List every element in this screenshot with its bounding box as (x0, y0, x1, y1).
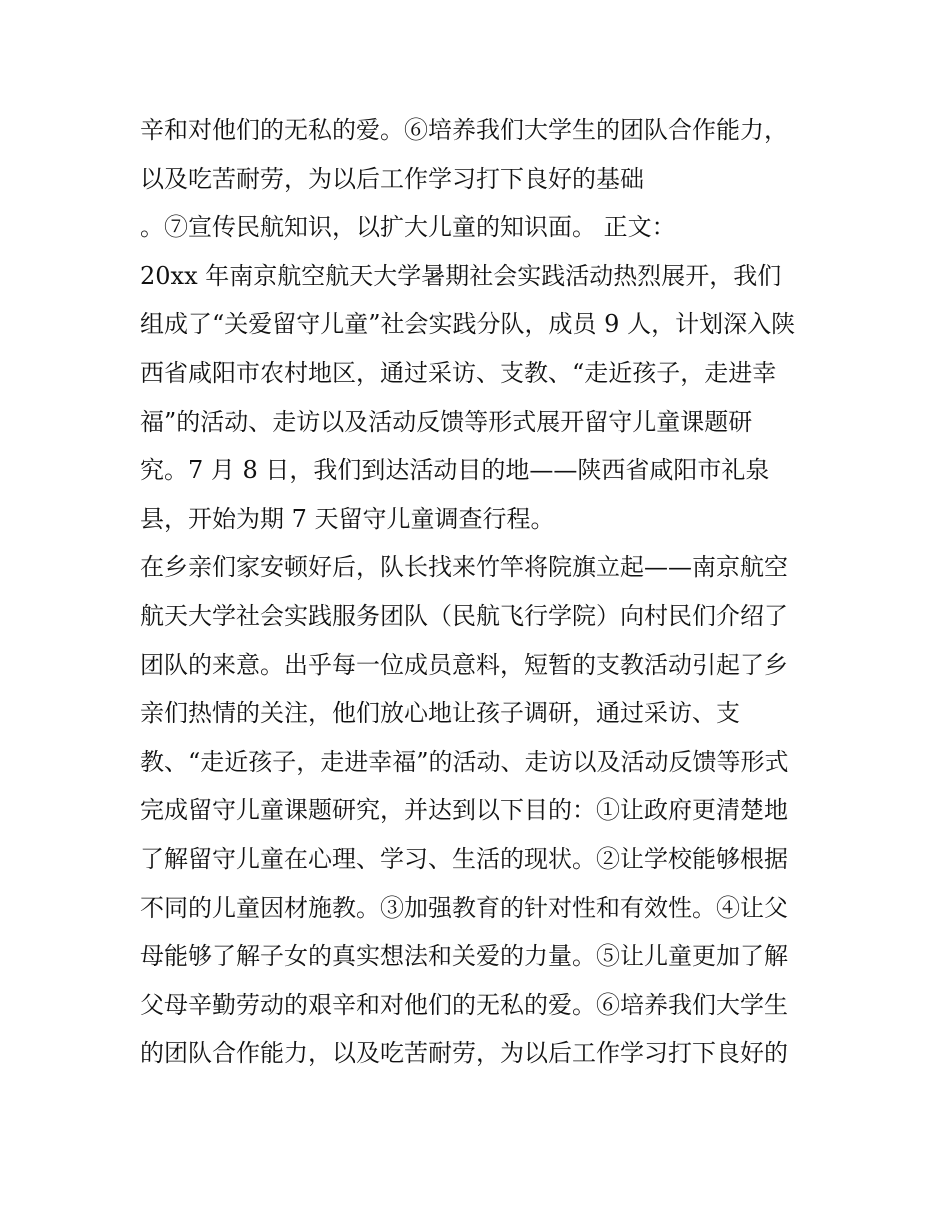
text-line-9: 县，开始为期 7 天留守儿童调查行程。 (140, 504, 555, 533)
text-line-18: 母能够了解子女的真实想法和关爱的力量。⑤让儿童更加了解 (140, 942, 788, 971)
body-text (140, 106, 820, 1078)
text-line-4: 20xx 年南京航空航天大学暑期社会实践活动热烈展开，我们 (140, 261, 782, 290)
text-line-1: 辛和对他们的无私的爱。⑥培养我们大学生的团队合作能力， (140, 116, 788, 144)
text-line-6: 西省咸阳市农村地区，通过采访、支教、“走近孩子，走进幸 (140, 358, 777, 387)
text-line-11: 航天大学社会实践服务团队（民航飞行学院）向村民们介绍了 (140, 601, 788, 630)
text-line-7: 福”的活动、走访以及活动反馈等形式展开留守儿童课题研 (140, 407, 753, 436)
text-line-14: 教、“走近孩子，走进幸福”的活动、走访以及活动反馈等形式 (140, 747, 789, 776)
text-line-2: 以及吃苦耐劳，为以后工作学习打下良好的基础 (140, 164, 644, 193)
text-line-13: 亲们热情的关注，他们放心地让孩子调研，通过采访、支 (140, 699, 740, 728)
text-line-15: 完成留守儿童课题研究，并达到以下目的：①让政府更清楚地 (140, 796, 788, 825)
text-line-17: 不同的儿童因材施教。③加强教育的针对性和有效性。④让父 (140, 893, 788, 922)
text-line-10: 在乡亲们家安顿好后，队长找来竹竿将院旗立起——南京航空 (140, 553, 788, 582)
text-line-19: 父母辛勤劳动的艰辛和对他们的无私的爱。⑥培养我们大学生 (140, 990, 788, 1019)
text-line-16: 了解留守儿童在心理、学习、生活的现状。②让学校能够根据 (140, 844, 788, 873)
text-line-5: 组成了“关爱留守儿童”社会实践分队，成员 9 人，计划深入陕 (140, 310, 796, 339)
text-line-8: 究。7 月 8 日，我们到达活动目的地——陕西省咸阳市礼泉 (140, 456, 770, 485)
text-line-3: 。⑦宣传民航知识，以扩大儿童的知识面。 正文： (140, 213, 676, 242)
text-line-20: 的团队合作能力，以及吃苦耐劳，为以后工作学习打下良好的 (140, 1039, 788, 1068)
text-line-12: 团队的来意。出乎每一位成员意料，短暂的支教活动引起了乡 (140, 650, 788, 679)
